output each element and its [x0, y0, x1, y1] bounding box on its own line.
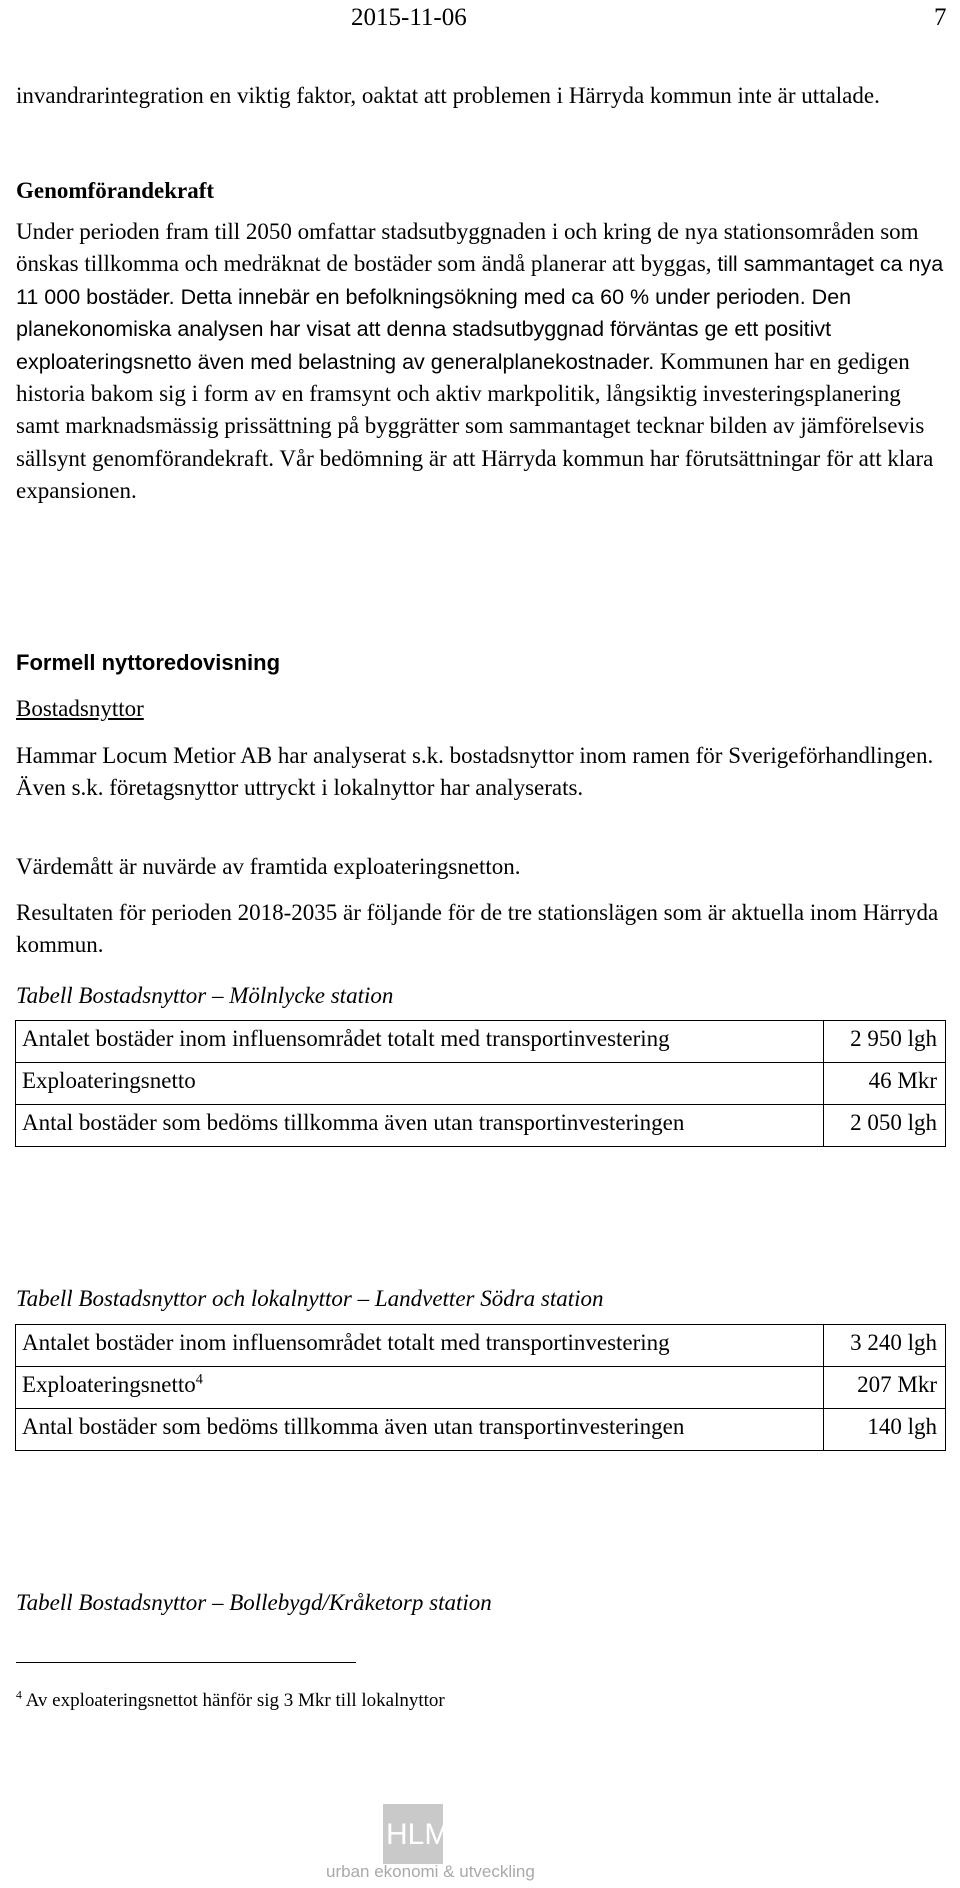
table-caption-molnlycke: Tabell Bostadsnyttor – Mölnlycke station [16, 983, 394, 1008]
table-row [16, 1063, 946, 1105]
table-cell-value: 207 Mkr [824, 1367, 946, 1409]
section-heading-formell: Formell nyttoredovisning [16, 650, 281, 675]
table-cell-value: 46 Mkr [824, 1063, 946, 1105]
header-date: 2015-11-06 [351, 4, 467, 31]
paragraph-text: Kommunen har en gedigen historia bakom sig i form av en framsynt och aktiv markpolitik, långsiktig investeringsplanering samt marknadsmässig prissättning på byggrätter som sammantaget tecknar bilden av jämförelsevis sällsynt genomförandekraft. Vår bedömning är att Härryda kommun har förutsättningar för att klara expansionen. [16, 348, 934, 504]
formell-paragraph-3: Resultaten för perioden 2018-2035 är följande för de tre stationslägen som är aktuella inom Härryda kommun. [16, 900, 939, 958]
table-cell-label: Antal bostäder som bedöms tillkomma även utan transportinvesteringen [16, 1409, 824, 1451]
intro-paragraph: invandrarintegration en viktig faktor, oaktat att problemen i Härryda kommun inte är uttalade. [16, 83, 880, 108]
footnote-text: Av exploateringsnettot hänför sig 3 Mkr till lokalnyttor [25, 1690, 445, 1711]
table-caption-bollebygd: Tabell Bostadsnyttor – Bollebygd/Kråketorp station [16, 1590, 492, 1615]
table-row [16, 1105, 946, 1147]
table-cell-label [16, 1367, 824, 1409]
page-number: 7 [934, 4, 947, 31]
table-row [16, 1367, 946, 1409]
table-row [16, 1021, 946, 1063]
table-cell-label: Antalet bostäder inom influensområdet totalt med transportinvestering [16, 1021, 824, 1063]
footnote [16, 1690, 445, 1712]
table-cell-label-text: Exploateringsnetto [22, 1372, 196, 1397]
paragraph-text: Den planekonomiska analysen har visat att denna stadsutbyggnad förväntas ge ett positivt exploateringsnetto även med belastning av generalplanekostnader. [16, 284, 852, 374]
paragraph-text: Detta innebär en befolkningsökning med ca 60 % under perioden. [174, 284, 806, 309]
paragraph-text: till sammantaget ca nya 11 000 bostäder. [16, 252, 944, 309]
footnote-reference: 4 [195, 1371, 203, 1388]
table-cell-label: Exploateringsnetto [16, 1063, 824, 1105]
footnote-marker: 4 [16, 1688, 22, 1702]
table-cell-value: 2 050 lgh [824, 1105, 946, 1147]
logo-tagline: urban ekonomi & utveckling [326, 1862, 535, 1881]
paragraph-text: Under perioden fram till 2050 omfattar stadsutbyggnaden i och kring de nya stationsområden som önskas tillkomma och medräknat de bostäder som ändå planerar att byggas, [16, 219, 919, 277]
table-cell-label: Antal bostäder som bedöms tillkomma även utan transportinvesteringen [16, 1105, 824, 1147]
table-cell-value: 140 lgh [824, 1409, 946, 1451]
section-heading-genomforandekraft: Genomförandekraft [16, 178, 215, 203]
table-caption-landvetter: Tabell Bostadsnyttor och lokalnyttor – Landvetter Södra station [16, 1286, 604, 1311]
formell-paragraph-1: Hammar Locum Metior AB har analyserat s.k. bostadsnyttor inom ramen för Sverigeförhandlingen. Även s.k. företagsnyttor uttryckt i lokalnyttor har analyserats. [16, 743, 934, 801]
table-cell-value: 2 950 lgh [824, 1021, 946, 1063]
table-landvetter [15, 1324, 946, 1451]
genomforandekraft-paragraph [16, 216, 946, 508]
table-row [16, 1409, 946, 1451]
footnote-divider [16, 1662, 356, 1663]
table-cell-label: Antalet bostäder inom influensområdet totalt med transportinvestering [16, 1325, 824, 1367]
table-molnlycke [15, 1020, 946, 1147]
formell-paragraph-2: Värdemått är nuvärde av framtida exploateringsnetton. [16, 854, 521, 879]
subheading-bostadsnyttor: Bostadsnyttor [16, 696, 144, 721]
hlm-logo [383, 1804, 450, 1864]
table-cell-value: 3 240 lgh [824, 1325, 946, 1367]
logo-mark: HLM [386, 1818, 450, 1851]
table-row [16, 1325, 946, 1367]
